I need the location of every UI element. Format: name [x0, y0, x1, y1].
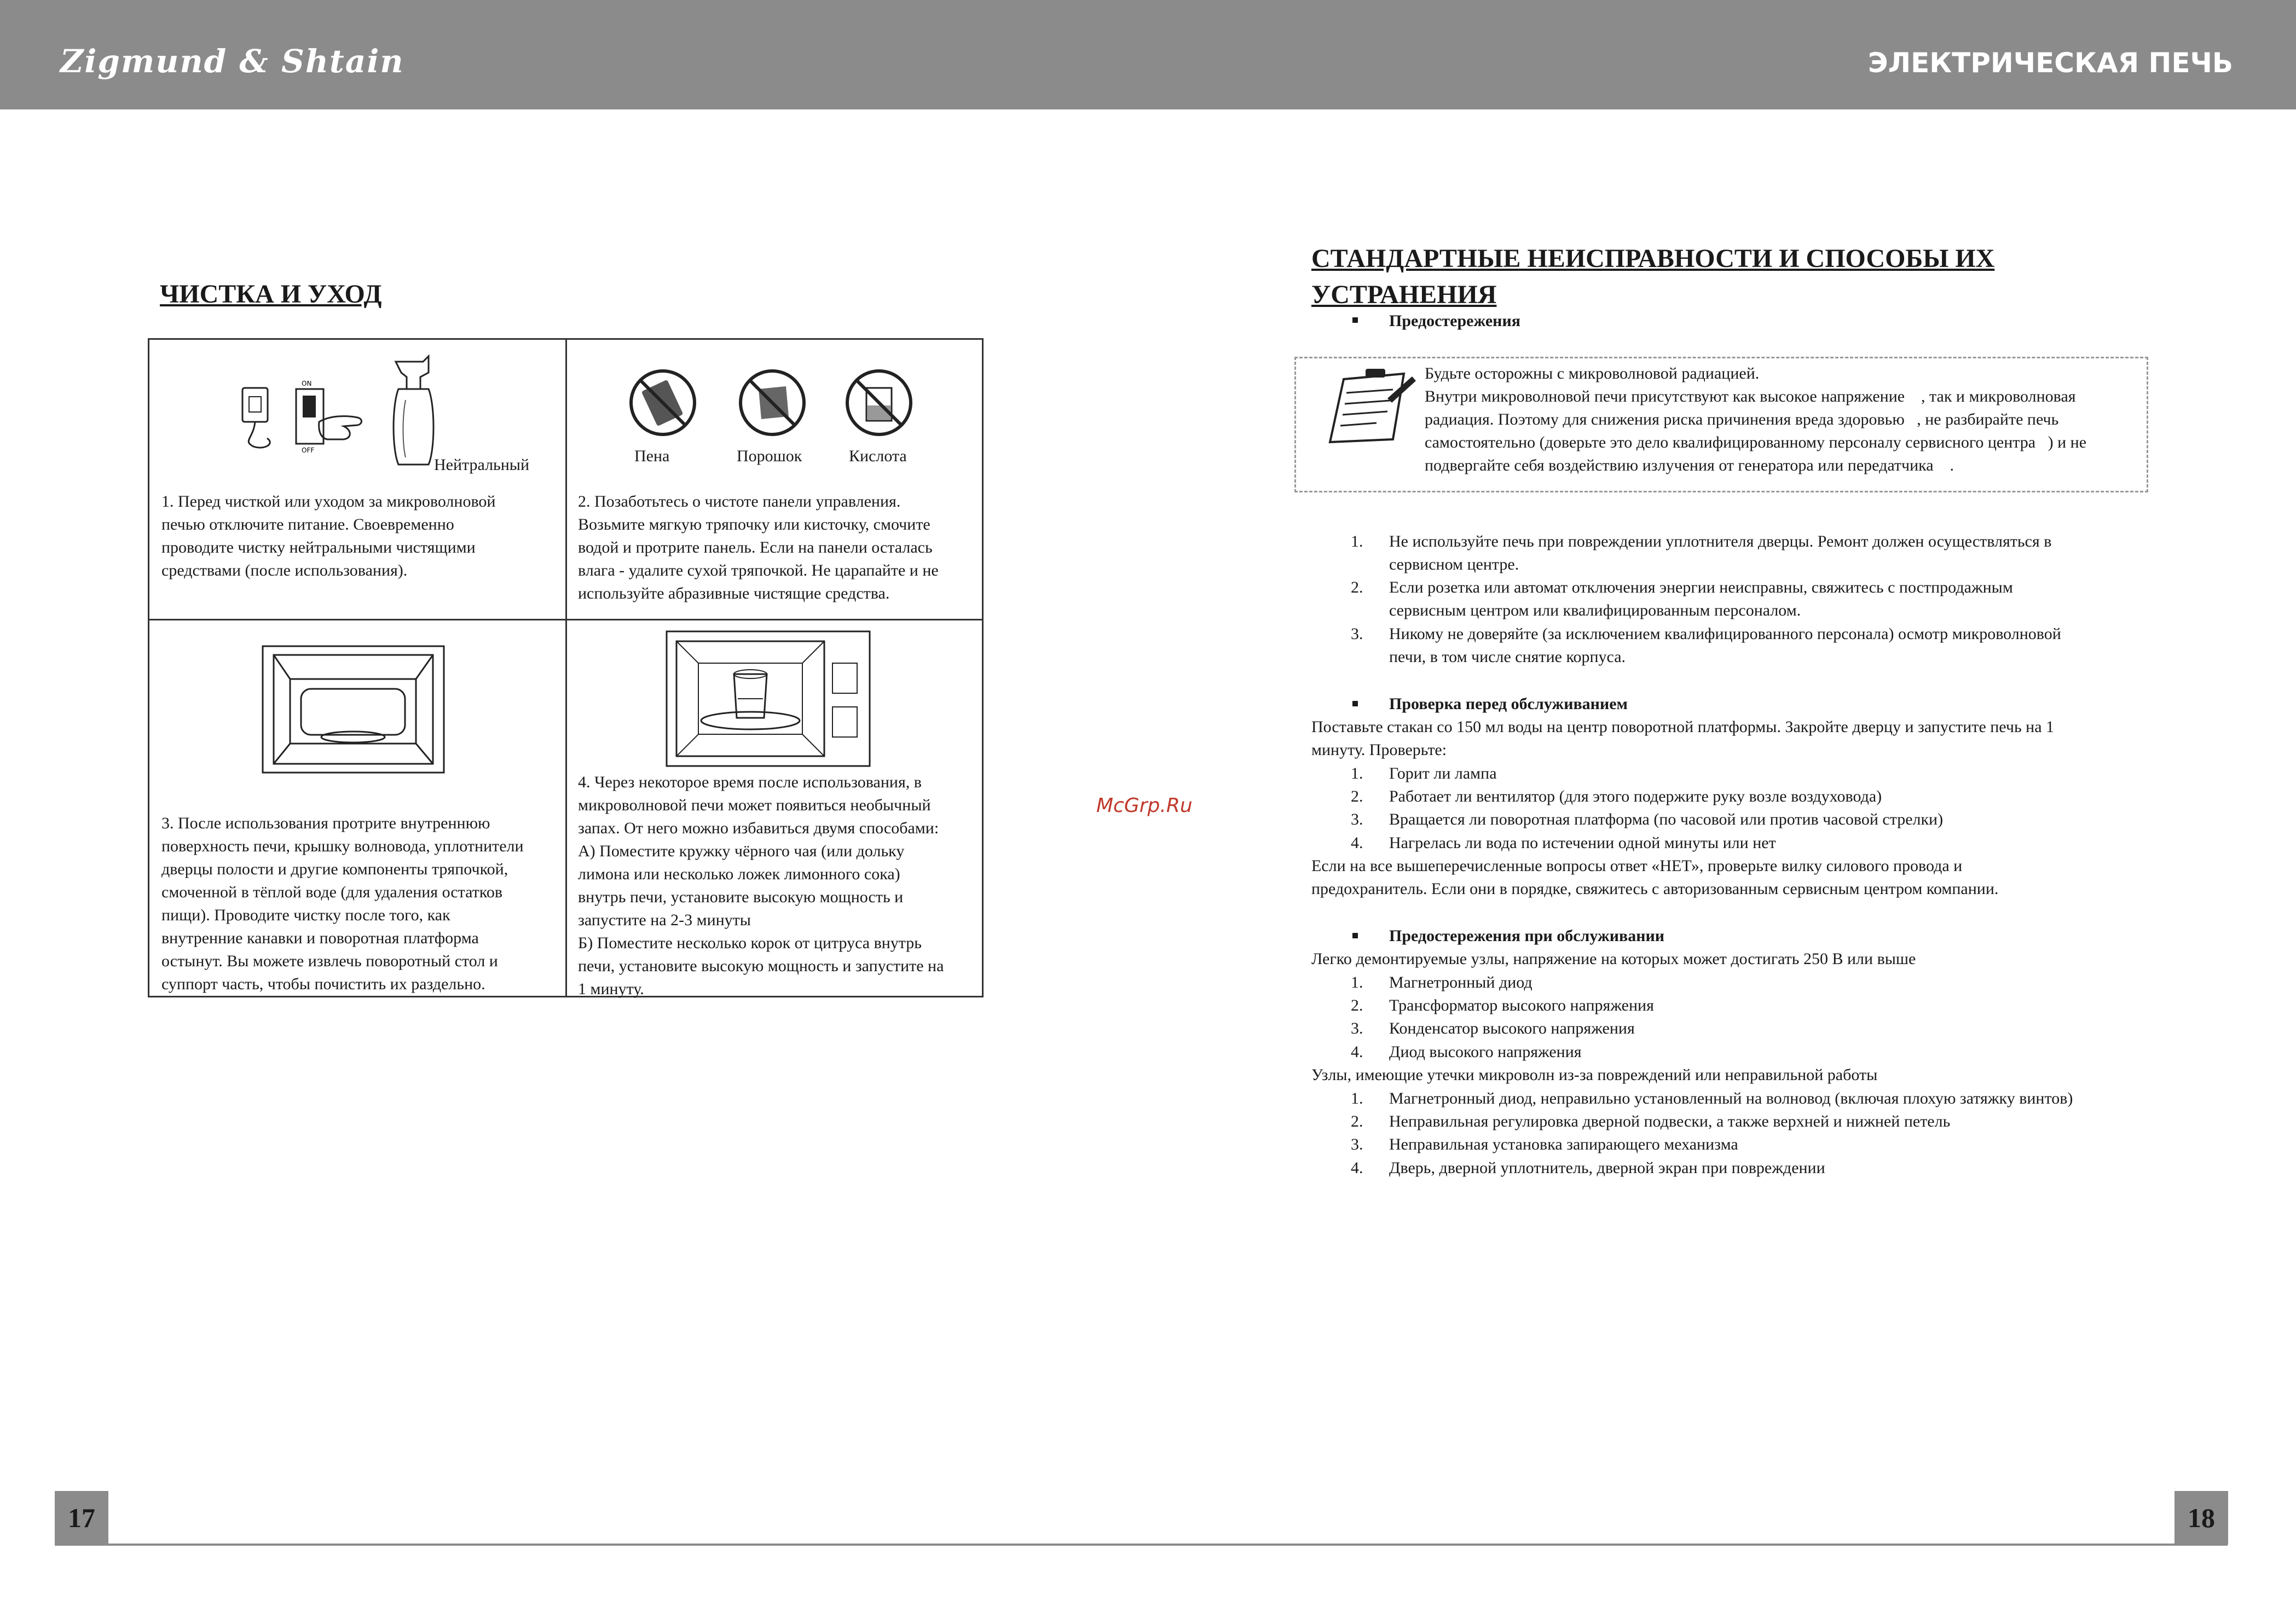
grid-cell-1: [149, 340, 565, 619]
bullet: [1352, 701, 1358, 706]
list-number: 4.: [1351, 834, 1363, 852]
cleaning-grid: [148, 338, 984, 997]
list-number: 1.: [1351, 532, 1363, 550]
list-item: Магнетронный диод: [1389, 973, 1532, 991]
microwave-with-cup-icon: [666, 630, 871, 767]
grid-cell-2: [567, 340, 983, 619]
check-intro-line-1: Поставьте стакан со 150 мл воды на центр поворотной платформы. Закройте дверцу и запустите печь на 1: [1311, 718, 2055, 736]
header-title: ЭЛЕКТРИЧЕСКАЯ ПЕЧЬ: [1867, 47, 2233, 79]
svg-text:OFF: OFF: [302, 446, 315, 454]
brand-logo: Zigmund & Shtain: [60, 43, 404, 80]
acid-label: Кислота: [849, 447, 907, 465]
left-page-title: ЧИСТКА И УХОД: [160, 280, 382, 309]
grid-cell-4: [567, 620, 983, 998]
list-item: Диод высокого напряжения: [1389, 1043, 1582, 1061]
list-item: Неправильная установка запирающего механизма: [1389, 1135, 1738, 1153]
list-number: 1.: [1351, 973, 1363, 991]
cell-1-text: 1. Перед чисткой или уходом за микроволновой печью отключите питание. Своевременно проводите чистку нейтральными чистящими средствами (после использования).: [161, 492, 496, 579]
foam-label: Пена: [634, 447, 670, 465]
cell-2-text: 2. Позаботьтесь о чистоте панели управления. Возьмите мягкую тряпочку или кисточку, смочите водой и протрите панель. Если на панели осталась влага - удалите сухой тряпочкой. Не царапайте и не используйте абразивные чистящие средства.: [578, 492, 939, 602]
svg-text:ON: ON: [302, 380, 312, 387]
list-number: 4.: [1351, 1159, 1363, 1177]
list-item: сервисном центре.: [1389, 555, 1519, 573]
list-number: 2.: [1351, 578, 1363, 596]
list-item: Если розетка или автомат отключения энергии неисправны, свяжитесь с постпродажным: [1389, 578, 2013, 596]
leak-intro: Узлы, имеющие утечки микроволн из-за повреждений или неправильной работы: [1311, 1066, 1878, 1084]
list-number: 2.: [1351, 1112, 1363, 1130]
hv-intro: Легко демонтируемые узлы, напряжение на которых может достигать 250 В или выше: [1311, 950, 1916, 968]
right-page-title: СТАНДАРТНЫЕ НЕИСПРАВНОСТИ И СПОСОБЫ ИХ УСТРАНЕНИЯ: [1311, 244, 1995, 309]
list-number: 3.: [1351, 1019, 1363, 1037]
list-item: Неправильная регулировка дверной подвески, а также верхней и нижней петель: [1389, 1112, 1951, 1130]
list-item: Никому не доверяйте (за исключением квалифицированного персонала) осмотр микроволновой: [1389, 625, 2061, 643]
list-number: 1.: [1351, 1089, 1363, 1107]
warning-line-2: Внутри микроволновой печи присутствуют как высокое напряжение , так и микроволновая: [1425, 387, 2076, 405]
powder-label: Порошок: [737, 447, 802, 465]
list-item: Конденсатор высокого напряжения: [1389, 1019, 1635, 1037]
list-item: Дверь, дверной уплотнитель, дверной экран при повреждении: [1389, 1159, 1825, 1177]
section-heading-check: Проверка перед обслуживанием: [1389, 695, 1628, 713]
check-outro-line-2: предохранитель. Если они в порядке, свяжитесь с авторизованным сервисным центром компании.: [1311, 880, 1999, 898]
microwave-interior-icon: [262, 645, 445, 774]
grid-cell-3: [149, 620, 565, 998]
check-intro-line-2: минуту. Проверьте:: [1311, 741, 1447, 759]
warning-line-4: самостоятельно (доверьте это дело квалифицированному персоналу сервисного центра ) и не: [1425, 433, 2087, 451]
cell-4-text: 4. Через некоторое время после использования, в микроволновой печи может появиться необычный запах. От него можно избавиться двумя способами: А) Поместите кружку чёрного чая (или дольку лимона или несколько ложек лимонного сока) внутрь печи, установите высокую мощность и запустите на 2-3 минуты Б) Поместите несколько корок от цитруса внутрь печи, установите высокую мощность и запустите на 1 минуту.: [578, 773, 944, 998]
section-heading-service: Предостережения при обслуживании: [1389, 927, 1665, 945]
list-number: 3.: [1351, 810, 1363, 828]
no-acid-icon: [843, 367, 915, 438]
list-item: Горит ли лампа: [1389, 764, 1497, 782]
list-number: 3.: [1351, 1135, 1363, 1153]
page-number-right: 18: [2174, 1491, 2228, 1545]
footer-line: [55, 1544, 2228, 1546]
cell-3-text: 3. После использования протрите внутреннюю поверхность печи, крышку волновода, уплотнители дверцы полости и другие компоненты тряпочкой, смоченной в тёплой воде (для удаления остатков пищи). Проводите чистку после того, как внутренние канавки и поворотная платформа остынут. Вы можете извлечь поворотный стол и суппорт часть, чтобы почистить их раздельно.: [161, 814, 524, 993]
list-item: Магнетронный диод, неправильно установленный на волновод (включая плохую затяжку винтов): [1389, 1089, 2073, 1107]
list-item: Трансформатор высокого напряжения: [1389, 996, 1654, 1014]
bullet: [1352, 317, 1358, 323]
list-item: печи, в том числе снятие корпуса.: [1389, 648, 1626, 666]
list-number: 2.: [1351, 996, 1363, 1014]
watermark: McGrp.Ru: [1096, 794, 1193, 817]
list-number: 1.: [1351, 764, 1363, 782]
list-item: Нагрелась ли вода по истечении одной минуты или нет: [1389, 834, 1776, 852]
neutral-label: Нейтральный: [434, 456, 530, 474]
bullet: [1352, 933, 1358, 938]
page-number-left: 17: [55, 1491, 108, 1545]
no-powder-icon: [737, 367, 808, 438]
list-item: сервисным центром или квалифицированным персоналом.: [1389, 601, 1801, 619]
clipboard-icon: [1322, 365, 1418, 448]
list-number: 3.: [1351, 625, 1363, 643]
section-heading-precautions: Предостережения: [1389, 312, 1520, 330]
list-item: Работает ли вентилятор (для этого подержите руку возле воздуховода): [1389, 787, 1882, 805]
warning-line-5: подвергайте себя воздействию излучения от генератора или передатчика .: [1425, 456, 1954, 474]
warning-line-3: радиация. Поэтому для снижения риска причинения вреда здоровью , не разбирайте печь: [1425, 410, 2059, 428]
warning-line-1: Будьте осторожны с микроволновой радиацией.: [1425, 364, 1760, 382]
no-foam-icon: [627, 367, 698, 438]
list-number: 4.: [1351, 1043, 1363, 1061]
list-number: 2.: [1351, 787, 1363, 805]
check-outro-line-1: Если на все вышеперечисленные вопросы ответ «НЕТ», проверьте вилку силового провода и: [1311, 857, 1963, 875]
list-item: Не используйте печь при повреждении уплотнителя дверцы. Ремонт должен осуществляться в: [1389, 532, 2052, 550]
list-item: Вращается ли поворотная платформа (по часовой или против часовой стрелки): [1389, 810, 1944, 828]
